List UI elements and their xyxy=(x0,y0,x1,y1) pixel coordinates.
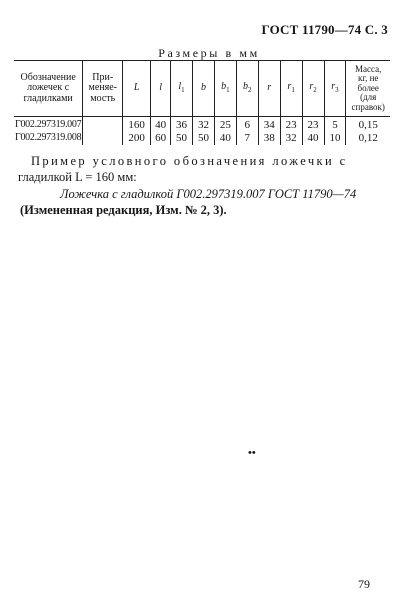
col-header-designation: Обозначение ложечек с гладилками xyxy=(14,61,83,117)
table-row xyxy=(14,132,390,145)
table-cell: 0,15 xyxy=(346,117,390,133)
table-cell: 32 xyxy=(193,117,215,133)
table-cell: 23 xyxy=(280,117,302,133)
table-cell xyxy=(83,117,123,133)
table-cell: Г002.297319.008 xyxy=(15,132,82,144)
col-header-r1: $r_1$ xyxy=(280,61,302,117)
table-cell: Г002.297319.007 xyxy=(15,119,82,131)
example-paragraph-continuation: гладилкой L = 160 мм: xyxy=(18,170,137,184)
revision-note: (Измененная редакция, Изм. № 2, 3). xyxy=(20,203,227,217)
table-cell: 200 xyxy=(123,132,151,145)
table-cell: 160 xyxy=(123,117,151,133)
col-header-L: L xyxy=(123,61,151,117)
table-cell: 5 xyxy=(324,117,346,133)
page-number: 79 xyxy=(358,577,370,591)
col-header-applicability: При- меняе- мость xyxy=(83,61,123,117)
table-cell: 40 xyxy=(214,132,236,145)
col-header-mass: Масса, кг, не более (для справок) xyxy=(346,61,390,117)
table-header-row xyxy=(14,61,390,117)
col-header-r3: $r_3$ xyxy=(324,61,346,117)
scan-mark: •• xyxy=(248,447,256,459)
table-cell: 10 xyxy=(324,132,346,145)
col-header-r: r xyxy=(258,61,280,117)
example-paragraph: Пример условного обозначения ложечки с xyxy=(31,154,348,168)
table-cell: 7 xyxy=(236,132,258,145)
table-cell: 32 xyxy=(280,132,302,145)
col-header-b2: $b_2$ xyxy=(236,61,258,117)
dimensions-table xyxy=(14,60,390,145)
table-cell: 36 xyxy=(171,117,193,133)
page-header: ГОСТ 11790—74 С. 3 xyxy=(261,22,388,37)
table-cell: 40 xyxy=(151,117,171,133)
table-cell xyxy=(83,132,123,145)
table-cell: 34 xyxy=(258,117,280,133)
table-cell: 50 xyxy=(193,132,215,145)
col-header-l: l xyxy=(151,61,171,117)
table-caption: Размеры в мм xyxy=(158,46,260,60)
table-cell: 6 xyxy=(236,117,258,133)
example-designation: Ложечка с гладилкой Г002.297319.007 ГОСТ 11790—74 xyxy=(60,187,357,201)
table-cell: 38 xyxy=(258,132,280,145)
table-cell: 23 xyxy=(302,117,324,133)
table-cell: 40 xyxy=(302,132,324,145)
table-cell: 0,12 xyxy=(346,132,390,145)
col-header-r2: $r_2$ xyxy=(302,61,324,117)
col-header-l1: $l_1$ xyxy=(171,61,193,117)
table-cell: 25 xyxy=(214,117,236,133)
table-row xyxy=(14,117,390,133)
table-cell: 60 xyxy=(151,132,171,145)
table-cell: 50 xyxy=(171,132,193,145)
col-header-b1: $b_1$ xyxy=(214,61,236,117)
col-header-b: b xyxy=(193,61,215,117)
